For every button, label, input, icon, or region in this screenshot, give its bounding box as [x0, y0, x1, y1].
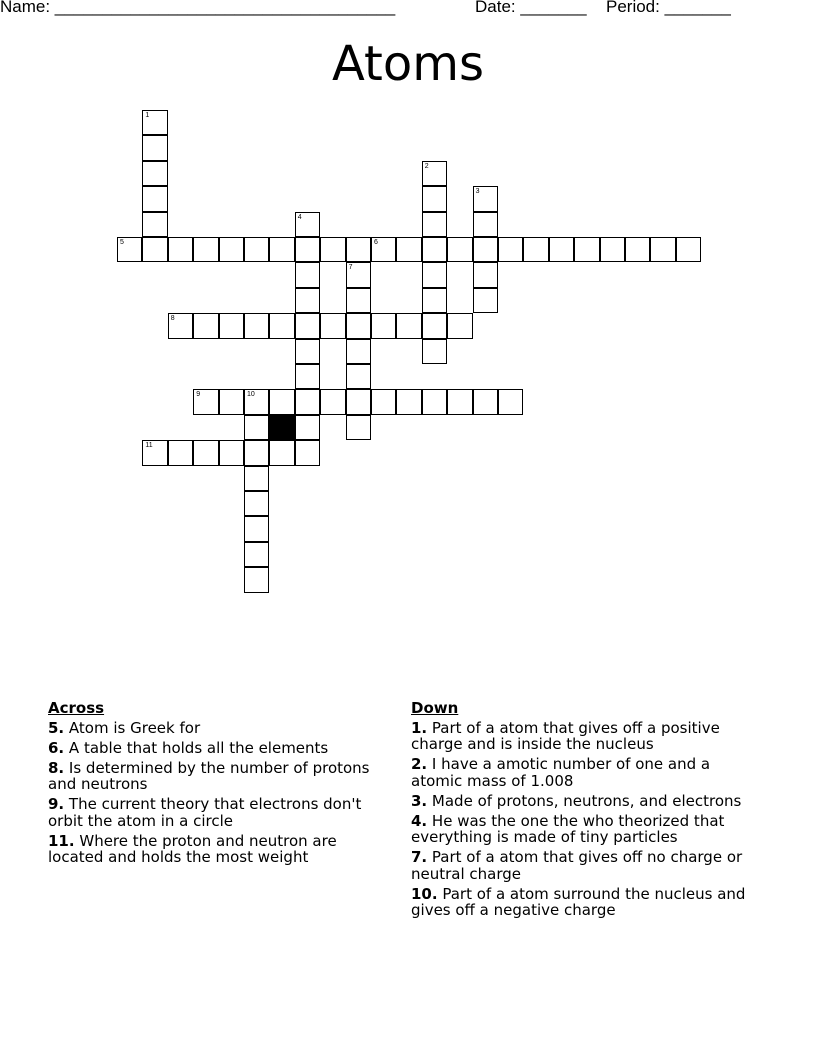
cell-number: 9	[196, 391, 201, 399]
grid-cell[interactable]	[422, 161, 447, 186]
grid-cell[interactable]	[168, 440, 193, 465]
grid-cell[interactable]	[346, 313, 371, 338]
down-clues	[411, 700, 761, 923]
clue-text: I have a amotic number of one and a atomic mass of 1.008	[411, 755, 711, 790]
grid-cell[interactable]	[193, 313, 218, 338]
grid-cell[interactable]	[244, 313, 269, 338]
clue-number: 3.	[411, 791, 428, 810]
grid-cell[interactable]	[193, 237, 218, 262]
grid-cell[interactable]	[473, 212, 498, 237]
grid-cell[interactable]	[295, 440, 320, 465]
clue-number: 5.	[48, 718, 65, 737]
grid-cell[interactable]	[320, 237, 345, 262]
grid-cell[interactable]	[447, 389, 472, 414]
grid-cell[interactable]	[371, 389, 396, 414]
grid-cell[interactable]	[295, 212, 320, 237]
clue-across-8	[48, 760, 378, 793]
grid-cell[interactable]	[295, 389, 320, 414]
grid-cell[interactable]	[422, 288, 447, 313]
grid-cell[interactable]	[625, 237, 650, 262]
grid-cell[interactable]	[269, 313, 294, 338]
cell-number: 10	[247, 391, 255, 399]
grid-cell[interactable]	[650, 237, 675, 262]
grid-cell[interactable]	[142, 212, 167, 237]
grid-cell[interactable]	[193, 389, 218, 414]
grid-cell[interactable]	[244, 567, 269, 592]
grid-cell[interactable]	[549, 237, 574, 262]
clue-text: Atom is Greek for	[68, 718, 201, 737]
clue-text: Is determined by the number of protons and neutrons	[48, 758, 370, 794]
grid-cell[interactable]	[320, 313, 345, 338]
grid-cell[interactable]	[346, 262, 371, 287]
clue-down-4	[411, 813, 761, 846]
cell-number: 8	[170, 315, 175, 323]
clue-down-2	[411, 756, 761, 789]
grid-cell[interactable]	[168, 313, 193, 338]
clue-down-10	[411, 886, 761, 919]
grid-cell[interactable]	[346, 415, 371, 440]
clue-text: Part of a atom surround the nucleus and gives off a negative charge	[411, 884, 746, 920]
grid-cell[interactable]	[142, 110, 167, 135]
cell-number: 3	[475, 188, 480, 196]
cell-number: 7	[348, 264, 353, 272]
grid-cell[interactable]	[346, 339, 371, 364]
across-heading: Across	[48, 699, 105, 717]
grid-cell[interactable]	[295, 339, 320, 364]
grid-cell[interactable]	[142, 186, 167, 211]
clue-across-9	[48, 796, 378, 829]
grid-cell[interactable]	[422, 313, 447, 338]
grid-cell[interactable]	[142, 161, 167, 186]
clue-number: 1.	[411, 718, 428, 737]
clue-across-5	[48, 720, 378, 737]
across-clues	[48, 700, 378, 869]
grid-cell[interactable]	[219, 313, 244, 338]
name-field-label[interactable]: Name: ____________________________________	[0, 0, 396, 16]
clue-across-11	[48, 833, 378, 866]
grid-cell[interactable]	[244, 466, 269, 491]
grid-cell[interactable]	[295, 313, 320, 338]
grid-cell[interactable]	[219, 237, 244, 262]
grid-cell[interactable]	[473, 262, 498, 287]
clue-number: 11.	[48, 831, 75, 850]
clue-number: 10.	[411, 884, 438, 903]
grid-cell[interactable]	[396, 237, 421, 262]
period-field-label[interactable]: Period: _______	[606, 0, 731, 16]
clue-down-7	[411, 849, 761, 882]
cell-number: 11	[145, 442, 153, 450]
clue-across-6	[48, 740, 378, 757]
grid-cell[interactable]	[473, 186, 498, 211]
grid-cell[interactable]	[142, 237, 167, 262]
grid-cell[interactable]	[244, 516, 269, 541]
grid-cell[interactable]	[219, 440, 244, 465]
grid-cell[interactable]	[244, 542, 269, 567]
grid-cell[interactable]	[142, 440, 167, 465]
grid-cell[interactable]	[498, 389, 523, 414]
grid-cell[interactable]	[447, 313, 472, 338]
cell-number: 5	[120, 239, 124, 246]
grid-cell[interactable]	[346, 389, 371, 414]
grid-cell[interactable]	[295, 364, 320, 389]
grid-cell[interactable]	[473, 237, 498, 262]
page-title: Atoms	[332, 36, 484, 92]
grid-cell[interactable]	[396, 389, 421, 414]
cell-number: 1	[145, 112, 150, 119]
clue-text: A table that holds all the elements	[68, 738, 329, 757]
blocked-cell	[269, 415, 294, 440]
grid-cell[interactable]	[142, 135, 167, 160]
grid-cell[interactable]	[295, 415, 320, 440]
grid-cell[interactable]	[371, 313, 396, 338]
grid-cell[interactable]	[422, 339, 447, 364]
grid-cell[interactable]	[422, 389, 447, 414]
clue-number: 6.	[48, 738, 65, 757]
grid-cell[interactable]	[193, 440, 218, 465]
grid-cell[interactable]	[269, 440, 294, 465]
grid-cell[interactable]	[346, 237, 371, 262]
grid-cell[interactable]	[422, 212, 447, 237]
cell-number: 4	[297, 213, 302, 221]
clue-number: 4.	[411, 811, 428, 830]
grid-cell[interactable]	[320, 389, 345, 414]
cell-number: 6	[374, 239, 378, 246]
grid-cell[interactable]	[295, 262, 320, 287]
grid-cell[interactable]	[676, 237, 701, 262]
grid-cell[interactable]	[574, 237, 599, 262]
clue-text: Where the proton and neutron are located and holds the most weight	[48, 831, 337, 867]
clue-down-1	[411, 720, 761, 753]
grid-cell[interactable]	[219, 389, 244, 414]
clue-down-3	[411, 793, 761, 810]
clue-text: Made of protons, neutrons, and electrons	[431, 791, 742, 810]
clue-number: 9.	[48, 795, 65, 814]
grid-cell[interactable]	[346, 288, 371, 313]
grid-cell[interactable]	[295, 288, 320, 313]
clue-text: Part of a atom that gives off no charge or neutral charge	[411, 848, 743, 883]
clue-text: He was the one the who theorized that everything is made of tiny particles	[411, 811, 725, 847]
clue-number: 7.	[411, 848, 428, 867]
clue-text: Part of a atom that gives off a positive charge and is inside the nucleus	[411, 718, 720, 753]
grid-cell[interactable]	[422, 186, 447, 211]
grid-cell[interactable]	[244, 491, 269, 516]
grid-cell[interactable]	[473, 288, 498, 313]
grid-cell[interactable]	[244, 237, 269, 262]
grid-cell[interactable]	[117, 237, 142, 262]
clue-number: 2.	[411, 755, 428, 774]
grid-cell[interactable]	[295, 237, 320, 262]
grid-cell[interactable]	[269, 389, 294, 414]
grid-cell[interactable]	[422, 237, 447, 262]
grid-cell[interactable]	[523, 237, 548, 262]
grid-cell[interactable]	[244, 415, 269, 440]
date-field-label[interactable]: Date: _______	[475, 0, 587, 16]
grid-cell[interactable]	[473, 389, 498, 414]
grid-cell[interactable]	[447, 237, 472, 262]
grid-cell[interactable]	[371, 237, 396, 262]
grid-cell[interactable]	[396, 313, 421, 338]
grid-cell[interactable]	[244, 440, 269, 465]
clue-text: The current theory that electrons don't orbit the atom in a circle	[48, 795, 362, 830]
grid-cell[interactable]	[498, 237, 523, 262]
grid-cell[interactable]	[422, 262, 447, 287]
down-heading: Down	[411, 699, 459, 717]
cell-number: 2	[424, 162, 429, 170]
clue-number: 8.	[48, 758, 65, 777]
grid-cell[interactable]	[244, 389, 269, 414]
grid-cell[interactable]	[600, 237, 625, 262]
grid-cell[interactable]	[346, 364, 371, 389]
grid-cell[interactable]	[269, 237, 294, 262]
grid-cell[interactable]	[168, 237, 193, 262]
